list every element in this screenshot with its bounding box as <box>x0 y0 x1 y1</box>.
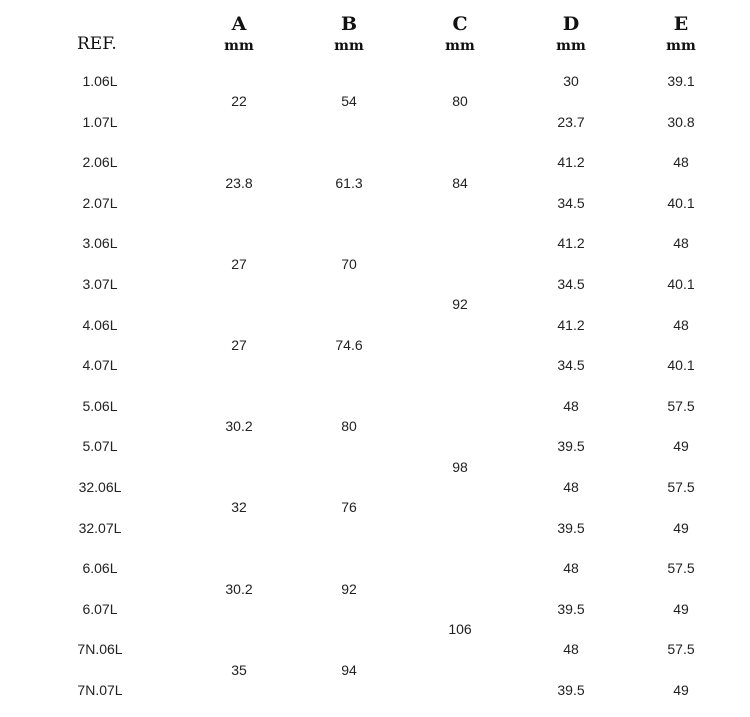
dimension-e-cell: 57.5 <box>667 560 695 577</box>
dimension-e-cell: 48 <box>673 235 689 252</box>
dimension-a-cell: 35 <box>231 661 247 678</box>
dimension-d-cell: 48 <box>563 560 579 577</box>
ref-cell: 1.06L <box>82 73 118 89</box>
ref-cell: 5.06L <box>82 397 118 414</box>
dimension-b-cell: 61.3 <box>335 174 363 191</box>
dimension-b-cell: 94 <box>341 661 357 678</box>
dimension-c-cell: 106 <box>448 621 472 638</box>
dimension-e-cell: 40.1 <box>667 357 695 374</box>
dimension-b-cell: 54 <box>341 93 357 110</box>
dimension-b-cell: 74.6 <box>335 336 363 353</box>
dimension-d-cell: 48 <box>563 641 579 658</box>
dimension-d-cell: 48 <box>563 397 579 414</box>
column-unit-e: mm <box>666 38 696 54</box>
column-header-d <box>541 12 601 56</box>
dimension-d-cell: 41.2 <box>557 235 585 252</box>
dimension-d-cell: 23.7 <box>557 113 585 130</box>
ref-column-header: REF. <box>77 34 117 54</box>
dimension-a-cell: 22 <box>231 93 247 110</box>
dimension-d-cell: 34.5 <box>557 276 585 292</box>
column-letter-a: A <box>231 13 247 35</box>
dimension-a-cell: 23.8 <box>225 174 253 191</box>
dimension-d-cell: 41.2 <box>557 154 585 171</box>
dimension-a-cell: 27 <box>231 255 247 272</box>
ref-cell: 7N.07L <box>77 682 123 698</box>
dimension-e-cell: 57.5 <box>667 641 695 658</box>
dimension-d-cell: 30 <box>563 73 579 89</box>
dimension-b-cell: 92 <box>341 580 357 597</box>
dimension-e-cell: 48 <box>673 316 689 333</box>
dimension-e-cell: 30.8 <box>667 113 695 130</box>
column-unit-a: mm <box>224 38 254 54</box>
dimension-c-cell: 80 <box>452 93 468 110</box>
column-letter-c: C <box>452 13 468 35</box>
dimension-b-cell: 70 <box>341 255 357 272</box>
dimension-c-cell: 84 <box>452 174 468 191</box>
column-header-c <box>430 12 490 56</box>
ref-cell: 5.07L <box>82 438 118 455</box>
column-letter-b: B <box>340 13 358 35</box>
dimension-d-cell: 34.5 <box>557 194 585 211</box>
dimension-a-cell: 30.2 <box>225 418 253 435</box>
dimension-d-cell: 39.5 <box>557 682 585 698</box>
dimension-e-cell: 57.5 <box>667 479 695 495</box>
ref-cell: 3.07L <box>82 276 118 292</box>
ref-cell: 6.06L <box>82 560 118 577</box>
dimension-c-cell: 98 <box>452 458 468 475</box>
dimension-e-cell: 49 <box>673 600 689 617</box>
ref-cell: 2.06L <box>82 154 118 171</box>
dimension-e-cell: 40.1 <box>667 276 695 292</box>
dimension-d-cell: 39.5 <box>557 600 585 617</box>
ref-cell: 1.07L <box>82 113 118 130</box>
ref-cell: 4.07L <box>82 357 118 374</box>
dimension-e-cell: 49 <box>673 438 689 455</box>
ref-cell: 32.07L <box>78 519 122 536</box>
dimension-d-cell: 48 <box>563 479 579 495</box>
dimension-b-cell: 76 <box>341 499 357 516</box>
column-unit-d: mm <box>556 38 586 54</box>
column-header-a <box>209 12 269 56</box>
dimension-e-cell: 49 <box>673 682 689 698</box>
dimension-a-cell: 27 <box>231 336 247 353</box>
column-header-e <box>651 12 711 56</box>
dimension-e-cell: 48 <box>673 154 689 171</box>
dimension-a-cell: 32 <box>231 499 247 516</box>
dimension-a-cell: 30.2 <box>225 580 253 597</box>
column-unit-c: mm <box>445 38 475 54</box>
dimension-d-cell: 39.5 <box>557 438 585 455</box>
ref-cell: 7N.06L <box>77 641 123 658</box>
ref-cell: 4.06L <box>82 316 118 333</box>
dimension-e-cell: 57.5 <box>667 397 695 414</box>
ref-cell: 3.06L <box>82 235 118 252</box>
column-unit-b: mm <box>334 38 364 54</box>
dimension-d-cell: 34.5 <box>557 357 585 374</box>
dimension-e-cell: 49 <box>673 519 689 536</box>
column-letter-d: D <box>562 13 580 35</box>
dimension-c-cell: 92 <box>452 296 468 313</box>
dimension-d-cell: 41.2 <box>557 316 585 333</box>
ref-cell: 32.06L <box>78 479 122 495</box>
dimension-e-cell: 39.1 <box>667 73 695 89</box>
dimension-b-cell: 80 <box>341 418 357 435</box>
ref-cell: 6.07L <box>82 600 118 617</box>
column-letter-e: E <box>673 13 689 35</box>
column-header-b <box>319 12 379 56</box>
dimension-d-cell: 39.5 <box>557 519 585 536</box>
dimension-e-cell: 40.1 <box>667 194 695 211</box>
ref-cell: 2.07L <box>82 194 118 211</box>
